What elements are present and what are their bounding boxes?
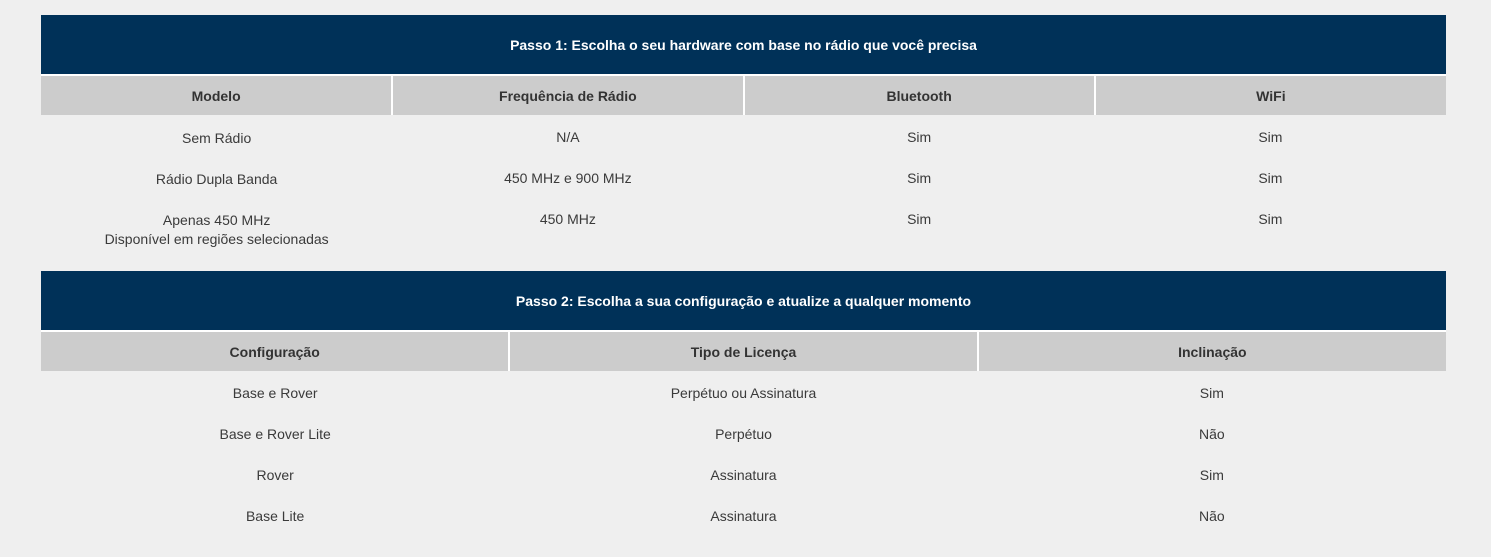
tilt-cell: Sim: [1199, 385, 1224, 401]
wifi-cell: Sim: [1258, 129, 1283, 145]
license-cell: Assinatura: [710, 508, 777, 524]
frequency-cell: N/A: [556, 129, 580, 145]
tilt-cell: Não: [1198, 426, 1225, 442]
table-row: [41, 115, 1446, 156]
license-cell: Perpétuo: [715, 426, 772, 442]
wifi-cell: Sim: [1258, 211, 1283, 227]
model-cell: [41, 156, 392, 197]
configuration-cell: Base e Rover Lite: [219, 426, 331, 442]
table-row: [41, 156, 1446, 197]
model-cell: [41, 197, 392, 271]
frequency-cell: 450 MHz: [539, 211, 596, 227]
model-note: Disponível em regiões selecionadas: [104, 231, 329, 247]
bluetooth-cell: Sim: [907, 129, 932, 145]
table-row: [41, 412, 1446, 453]
table-row: [41, 371, 1446, 412]
configuration-cell: Base Lite: [245, 508, 305, 524]
comparison-tables: [41, 15, 1446, 535]
table-row: [41, 494, 1446, 535]
configuration-cell: Rover: [256, 467, 294, 483]
column-header-model: Modelo: [41, 75, 392, 115]
column-header-bluetooth: Bluetooth: [744, 75, 1095, 115]
model-name: Rádio Dupla Banda: [155, 171, 278, 187]
table-row: [41, 453, 1446, 494]
column-header-wifi: WiFi: [1095, 75, 1446, 115]
frequency-cell: 450 MHz e 900 MHz: [504, 170, 632, 186]
model-name: Sem Rádio: [181, 130, 252, 146]
column-header-tilt: Inclinação: [978, 331, 1446, 371]
tilt-cell: Sim: [1199, 467, 1224, 483]
table-header-row: [41, 331, 1446, 371]
table-row: [41, 197, 1446, 271]
configuration-cell: Base e Rover: [232, 385, 318, 401]
license-cell: Assinatura: [710, 467, 777, 483]
column-header-license: Tipo de Licença: [509, 331, 977, 371]
tilt-cell: Não: [1198, 508, 1225, 524]
license-cell: Perpétuo ou Assinatura: [670, 385, 817, 401]
step1-title: Passo 1: Escolha o seu hardware com base no rádio que você precisa: [41, 15, 1446, 75]
configuration-table: [41, 271, 1446, 535]
step2-title: Passo 2: Escolha a sua configuração e atualize a qualquer momento: [41, 271, 1446, 331]
bluetooth-cell: Sim: [907, 211, 932, 227]
bluetooth-cell: Sim: [907, 170, 932, 186]
column-header-frequency: Frequência de Rádio: [392, 75, 743, 115]
table-header-row: [41, 75, 1446, 115]
wifi-cell: Sim: [1258, 170, 1283, 186]
model-cell: [41, 115, 392, 156]
column-header-configuration: Configuração: [41, 331, 509, 371]
model-name: Apenas 450 MHz: [162, 212, 271, 228]
hardware-table: [41, 15, 1446, 271]
